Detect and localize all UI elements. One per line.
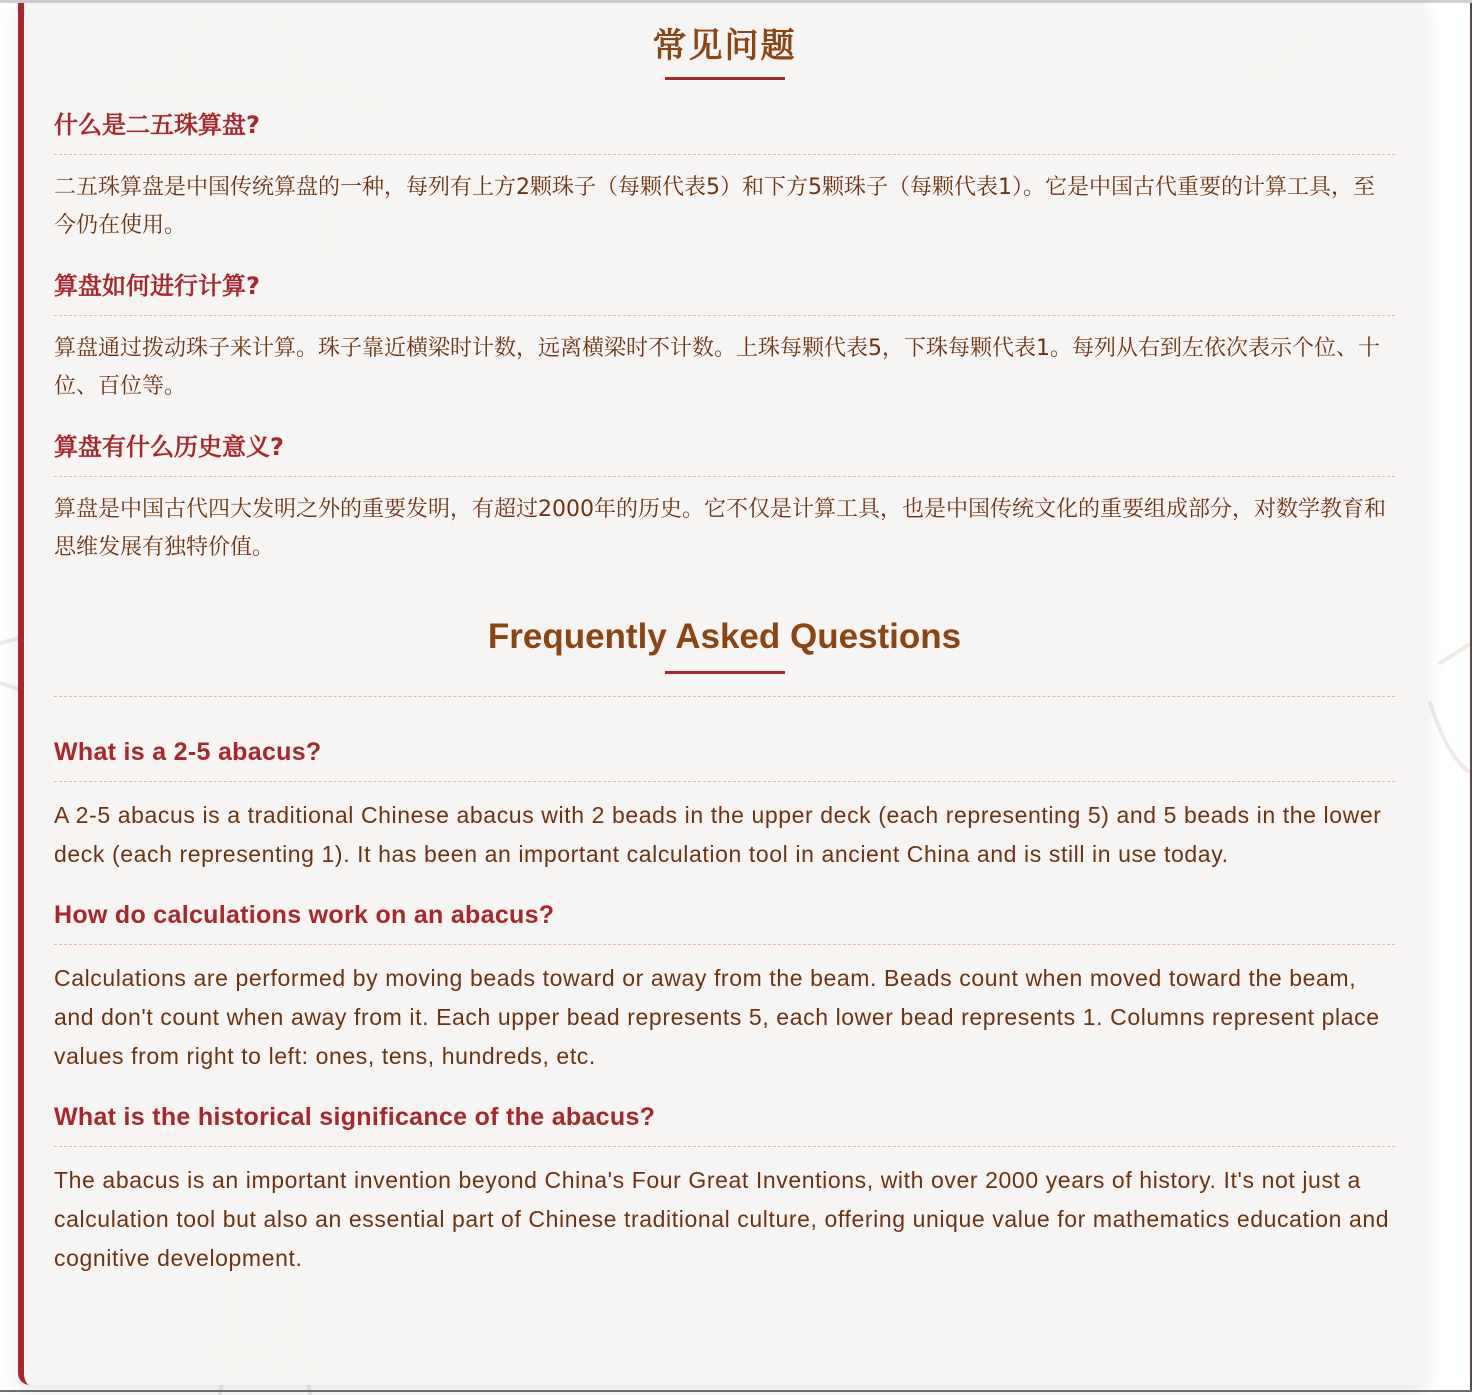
faq-section-en bbox=[54, 615, 1395, 1278]
faq-question: 算盘有什么历史意义? bbox=[54, 430, 1395, 477]
section-divider bbox=[54, 696, 1395, 697]
faq-question: How do calculations work on an abacus? bbox=[54, 898, 1395, 945]
faq-item bbox=[54, 1100, 1395, 1278]
faq-answer: 二五珠算盘是中国传统算盘的一种，每列有上方2颗珠子（每颗代表5）和下方5颗珠子（每颗代表1）。它是中国古代重要的计算工具，至今仍在使用。 bbox=[54, 175, 1375, 238]
faq-item bbox=[54, 108, 1395, 245]
faq-card bbox=[18, 3, 1425, 1385]
faq-answer: Calculations are performed by moving beads toward or away from the beam. Beads count when moved toward the beam, and don't count when away from it. Each upper bead represents 5, each lower bead represents 1. Columns represent place values from right to left: ones, tens, hundreds, etc. bbox=[54, 965, 1380, 1069]
faq-question: 算盘如何进行计算? bbox=[54, 269, 1395, 316]
faq-item bbox=[54, 735, 1395, 874]
faq-item bbox=[54, 430, 1395, 567]
faq-question: What is the historical significance of the abacus? bbox=[54, 1100, 1395, 1147]
faq-item bbox=[54, 898, 1395, 1076]
faq-item bbox=[54, 269, 1395, 406]
faq-question: 什么是二五珠算盘? bbox=[54, 108, 1395, 155]
faq-answer: 算盘通过拨动珠子来计算。珠子靠近横梁时计数，远离横梁时不计数。上珠每颗代表5，下珠每颗代表1。每列从右到左依次表示个位、十位、百位等。 bbox=[54, 336, 1380, 399]
section-title-zh: 常见问题 bbox=[652, 26, 797, 66]
faq-answer: The abacus is an important invention beyond China's Four Great Inventions, with over 2000 years of history. It's not just a calculation tool but also an essential part of Chinese traditional culture, offering unique value for mathematics education and cognitive development. bbox=[54, 1167, 1390, 1271]
title-underline bbox=[665, 671, 785, 674]
title-underline bbox=[665, 77, 785, 80]
section-title-en: Frequently Asked Questions bbox=[487, 617, 962, 656]
faq-answer: A 2-5 abacus is a traditional Chinese abacus with 2 beads in the upper deck (each representing 5) and 5 beads in the lower deck (each representing 1). It has been an important calculation tool in ancient China and is still in use today. bbox=[54, 802, 1382, 867]
faq-question: What is a 2-5 abacus? bbox=[54, 735, 1395, 782]
faq-section-zh bbox=[54, 3, 1395, 567]
faq-answer: 算盘是中国古代四大发明之外的重要发明，有超过2000年的历史。它不仅是计算工具，也是中国传统文化的重要组成部分，对数学教育和思维发展有独特价值。 bbox=[54, 497, 1386, 560]
